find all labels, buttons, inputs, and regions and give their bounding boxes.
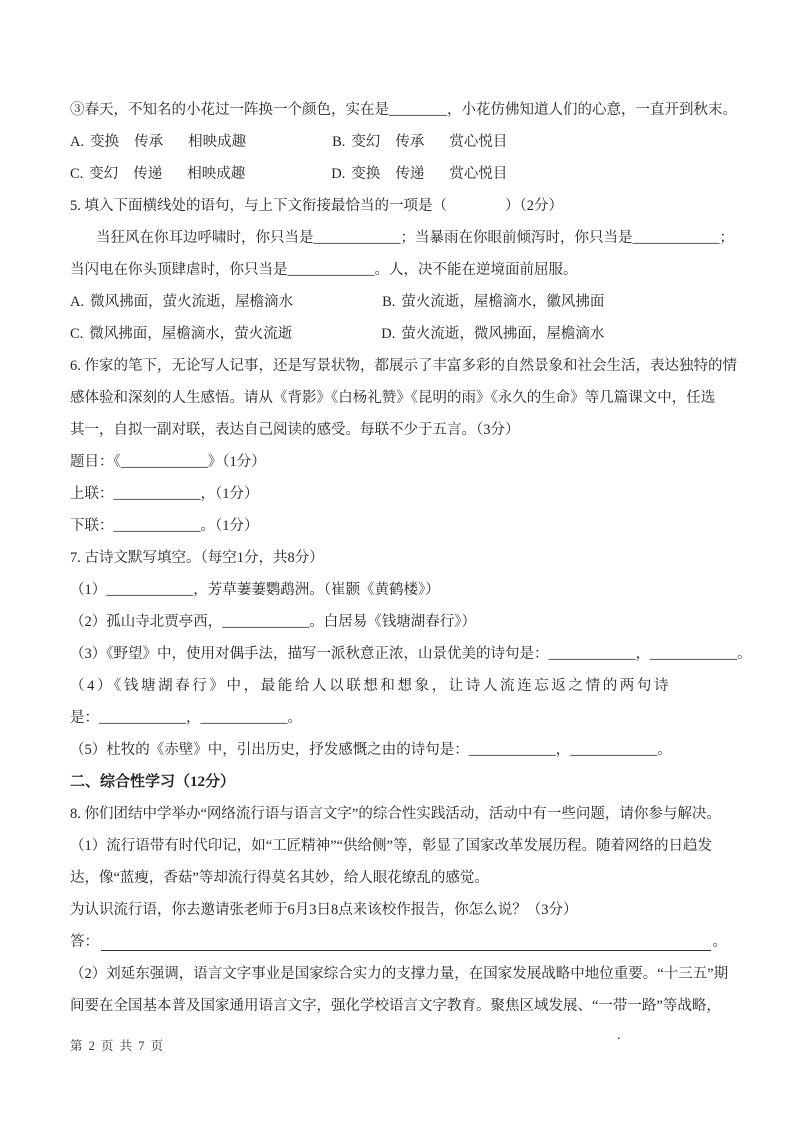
q6-title-blank-line: 题目：《____________》（1分） — [70, 454, 266, 470]
q6-stem-line-2: 感体验和深刻的人生感悟。请从《背影》《白杨礼赞》《昆明的雨》《永久的生命》等几篇课文中，任选 — [70, 390, 716, 406]
q4-option-c-label: C. — [70, 166, 84, 182]
page-number-footer: 第 2 页 共 7 页 — [70, 1039, 165, 1053]
q4-option-a-word3: 相映成趣 — [188, 134, 247, 150]
q4-option-a-word2: 传承 — [134, 134, 164, 150]
q5-option-row-ab — [70, 286, 727, 318]
q7-item-5: （5）杜牧的《赤壁》中，引出历史，抒发感慨之由的诗句是：____________，____________。 — [70, 742, 672, 758]
q4-option-row-cd — [70, 158, 727, 190]
q5-passage-line-2: 当闪电在你头顶肆虐时，你只当是____________。人，决不能在逆境面前屈服。 — [70, 262, 578, 278]
q8-answer-period: 。 — [712, 934, 727, 950]
q4-option-b-word3: 赏心悦目 — [449, 134, 508, 150]
section-2-heading: 二、综合性学习（12分） — [70, 774, 236, 790]
exam-content — [70, 94, 752, 1022]
q3-sentence-3: ③春天，不知名的小花过一阵换一个颜色，实在是________，小花仿佛知道人们的心意，一直开到秋末。 — [70, 102, 737, 118]
q5-passage-line-1: 当狂风在你耳边呼啸时，你只当是____________；当暴雨在你眼前倾泻时，你只当是____________； — [96, 230, 734, 246]
q4-option-a-label: A. — [70, 134, 85, 150]
q5-option-c-text: 微风拂面，屋檐滴水，萤火流逝 — [89, 326, 293, 342]
q4-option-d-word1: 变换 — [351, 166, 381, 182]
q6-lower-couplet-blank-line: 下联：____________。（1分） — [70, 518, 259, 534]
q4-option-c-word3: 相映成趣 — [187, 166, 246, 182]
q5-stem: 5. 填入下面横线处的语句，与上下文衔接最恰当的一项是（ ）（2分） — [70, 198, 563, 214]
q6-upper-couplet-blank-line: 上联：____________，（1分） — [70, 486, 259, 502]
q8-part2-line-1: （2）刘延东强调，语言文字事业是国家综合实力的支撑力量，在国家发展战略中地位重要。“十三五”期 — [70, 966, 729, 982]
q8-part1-line-1: （1）流行语带有时代印记，如“工匠精神”“供给侧”等，彰显了国家改革发展历程。随着网络的日趋发 — [70, 838, 712, 854]
q8-stem: 8. 你们团结中学举办“网络流行语与语言文字”的综合性实践活动，活动中有一些问题，请你参与解决。 — [70, 806, 721, 822]
q4-option-b-word2: 传承 — [395, 134, 425, 150]
q5-option-row-cd — [70, 318, 727, 350]
stray-scan-dot: . — [617, 1028, 621, 1043]
q7-item-2: （2）孤山寺北贾亭西，____________。白居易《钱塘湖春行》） — [70, 614, 476, 630]
q5-option-b-label: B. — [382, 294, 396, 310]
q8-part1-question: 为认识流行语，你去邀请张老师于6月3日8点来该校作报告，你怎么说？（3分） — [70, 902, 578, 918]
q4-option-d-word3: 赏心悦目 — [449, 166, 508, 182]
q8-part2-line-2: 间要在全国基本普及国家通用语言文字，强化学校语言文字教育。聚焦区域发展、“一带一路”等战略， — [70, 998, 721, 1014]
q4-option-c-word2: 传递 — [133, 166, 163, 182]
q4-option-c-word1: 变幻 — [89, 166, 119, 182]
q4-option-a-word1: 变换 — [90, 134, 120, 150]
q5-option-b-text: 萤火流逝，屋檐滴水，徽风拂面 — [401, 294, 605, 310]
q7-item-3: （3）《野望》中，使用对偶手法，描写一派秋意正浓，山景优美的诗句是：____________，____________。 — [70, 646, 752, 662]
q6-stem-line-1: 6. 作家的笔下，无论写人记事，还是写景状物，都展示了丰富多彩的自然景象和社会生活，表达独特的情 — [70, 358, 737, 374]
q8-answer-blank-line — [101, 950, 711, 951]
q4-option-d-label: D. — [331, 166, 346, 182]
q4-option-b-word1: 变幻 — [351, 134, 381, 150]
q5-option-d-text: 萤火流逝，微风拂面，屋檐滴水 — [401, 326, 605, 342]
q4-option-row-ab — [70, 126, 727, 158]
q4-option-b-label: B. — [332, 134, 346, 150]
q8-part1-line-2: 达，像“蓝瘦，香菇”等却流行得莫名其妙，给人眼花缭乱的感觉。 — [70, 870, 489, 886]
q7-item-4: （4）《钱塘湖春行》中，最能给人以联想和想象，让诗人流连忘返之情的两句诗 — [70, 678, 672, 694]
q5-option-a-text: 微风拂面，萤火流逝，屋檐滴水 — [90, 294, 294, 310]
q8-answer-label: 答： — [70, 934, 99, 950]
q6-stem-line-3: 其一，自拟一副对联，表达自己阅读的感受。每联不少于五言。（3分） — [70, 422, 520, 438]
q7-item-4-continuation: 是：____________，____________。 — [70, 710, 302, 726]
q7-item-1: （1）____________，芳草萋萋鹦鹉洲。（崔颢《黄鹤楼》） — [70, 582, 440, 598]
q5-option-d-label: D. — [381, 326, 396, 342]
q4-option-d-word2: 传递 — [395, 166, 425, 182]
q7-stem: 7. 古诗文默写填空。（每空1分，共8分） — [70, 550, 324, 566]
q5-option-c-label: C. — [70, 326, 84, 342]
q5-option-a-label: A. — [70, 294, 85, 310]
q8-answer-row — [70, 926, 727, 958]
